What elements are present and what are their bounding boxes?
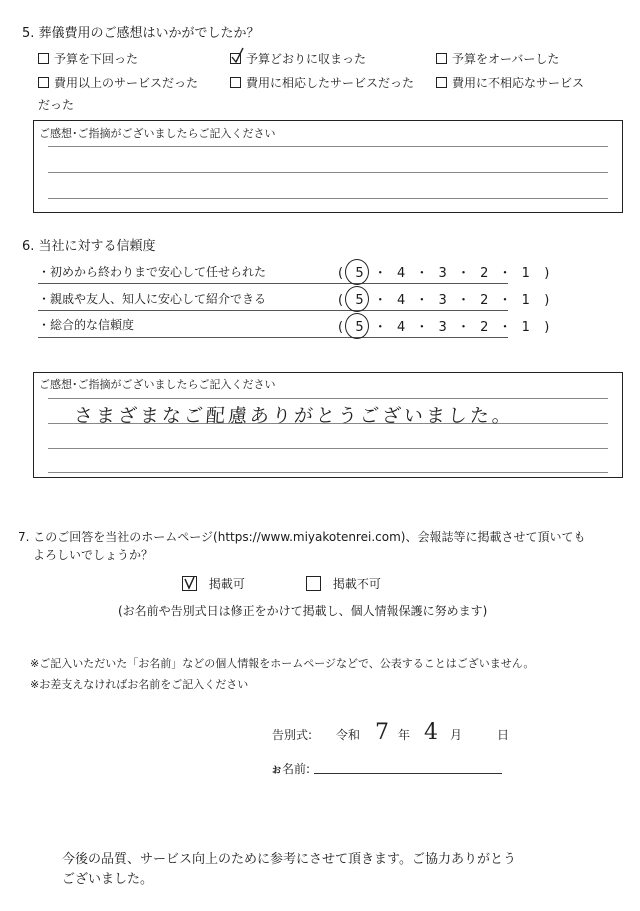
checkbox[interactable] (38, 53, 49, 64)
rating-1[interactable]: 1 (521, 320, 530, 335)
q5-option-4[interactable]: 費用以上のサービスだった (38, 74, 198, 91)
rating-4[interactable]: 4 (396, 266, 406, 281)
q6-number: 6. (22, 239, 35, 254)
rating-3[interactable]: 3 (438, 266, 447, 281)
q6-item-rule (38, 283, 508, 284)
ceremony-era: 令和 (336, 728, 361, 742)
name-request-notice: ※お差支えなければお名前をご記入ください (30, 678, 249, 691)
q6-item-3-scale[interactable]: ( 5 ・ 4 ・ 3 ・ 2 ・ 1 ) (338, 320, 550, 335)
checkbox[interactable] (436, 77, 447, 88)
q5-option-5[interactable]: 費用に相応したサービスだった (230, 74, 414, 91)
checkbox[interactable] (38, 77, 49, 88)
q7-number: 7. (18, 530, 30, 544)
comment-line (48, 198, 608, 199)
closing-line2: ございました。 (62, 872, 154, 887)
ceremony-month-unit: 月 (450, 728, 463, 742)
rating-2[interactable]: 2 (480, 293, 489, 308)
checkbox-checked[interactable] (182, 576, 197, 591)
q6-item-2-scale[interactable]: ( 5 ・ 4 ・ 3 ・ 2 ・ 1 ) (338, 293, 550, 308)
q7-question-line2: よろしいでしょうか？ (33, 548, 154, 562)
q5-option-4-continuation: だった (38, 98, 75, 112)
rating-5[interactable]: 5 (355, 293, 364, 308)
q6-comment-label: ご感想･ご指摘がございましたらご記入ください (39, 378, 276, 391)
rating-5[interactable]: 5 (355, 320, 364, 335)
q6-question: 当社に対する信頼度 (38, 239, 156, 254)
rating-circle-mark (345, 313, 369, 339)
comment-line (48, 448, 608, 449)
rating-1[interactable]: 1 (521, 293, 530, 308)
name-label: お名前: (272, 762, 311, 776)
q5-question: 葬儀費用のご感想はいかがでしたか？ (38, 26, 260, 41)
q6-item-rule (38, 337, 508, 338)
q6-item-1-scale[interactable]: ( 5 ・ 4 ・ 3 ・ 2 ・ 1 ) (338, 266, 550, 281)
q5-option-1[interactable]: 予算を下回った (38, 50, 138, 67)
ceremony-day-unit: 日 (497, 728, 510, 742)
comment-line (48, 146, 608, 147)
q6-comment-box[interactable] (33, 372, 623, 478)
q7-option-no-publish[interactable]: 掲載不可 (306, 575, 381, 592)
q6-heading (22, 235, 156, 254)
q5-option-3[interactable]: 予算をオーバーした (436, 50, 559, 67)
q7-heading (18, 528, 585, 545)
q7-question-line1: このご回答を当社のホームページ(https://www.miyakotenrei.com)、会報誌等に掲載させて頂いても (33, 530, 586, 544)
q6-item-3: ・総合的な信頼度 (38, 318, 135, 332)
checkbox-checked[interactable] (230, 53, 241, 64)
rating-4[interactable]: 4 (396, 320, 406, 335)
comment-line (48, 398, 608, 399)
q7-option-publish[interactable]: 掲載可 (182, 575, 245, 592)
q5-comment-box[interactable] (33, 120, 623, 213)
q6-item-rule (38, 310, 508, 311)
comment-line (48, 172, 608, 173)
q5-number: 5. (22, 26, 35, 41)
rating-1[interactable]: 1 (521, 266, 530, 281)
ceremony-year-value[interactable]: 7 (375, 720, 389, 745)
rating-3[interactable]: 3 (438, 320, 447, 335)
rating-5[interactable]: 5 (355, 266, 364, 281)
checkbox[interactable] (230, 77, 241, 88)
rating-4[interactable]: 4 (396, 293, 406, 308)
checkbox[interactable] (436, 53, 447, 64)
ceremony-month-value[interactable]: 4 (424, 720, 438, 745)
ceremony-year-unit: 年 (398, 728, 411, 742)
rating-circle-mark (345, 286, 369, 312)
rating-circle-mark (345, 259, 369, 285)
q5-option-2[interactable]: 予算どおりに収まった (230, 50, 366, 67)
q5-heading (22, 22, 260, 41)
q6-comment-text: さまざまなご配慮ありがとうございました。 (73, 405, 515, 427)
q7-note: (お名前や告別式日は修正をかけて掲載し、個人情報保護に努めます) (118, 604, 488, 618)
privacy-notice: ※ご記入いただいた「お名前」などの個人情報をホームページなどで、公表することはございません。 (30, 657, 535, 670)
rating-3[interactable]: 3 (438, 293, 447, 308)
comment-line (48, 472, 608, 473)
closing-line1: 今後の品質、サービス向上のために参考にさせて頂きます。ご協力ありがとう (62, 852, 516, 867)
rating-2[interactable]: 2 (480, 320, 489, 335)
name-underline (314, 773, 502, 774)
checkmark-icon (183, 576, 197, 590)
q6-item-1: ・初めから終わりまで安心して任せられた (38, 265, 267, 279)
checkmark-icon (230, 47, 246, 65)
checkbox[interactable] (306, 576, 321, 591)
q5-option-6[interactable]: 費用に不相応なサービス (436, 74, 584, 91)
q5-comment-label: ご感想･ご指摘がございましたらご記入ください (39, 127, 276, 140)
ceremony-label: 告別式: (272, 728, 313, 742)
q6-item-2: ・親戚や友人、知人に安心して紹介できる (38, 292, 267, 306)
rating-2[interactable]: 2 (480, 266, 489, 281)
